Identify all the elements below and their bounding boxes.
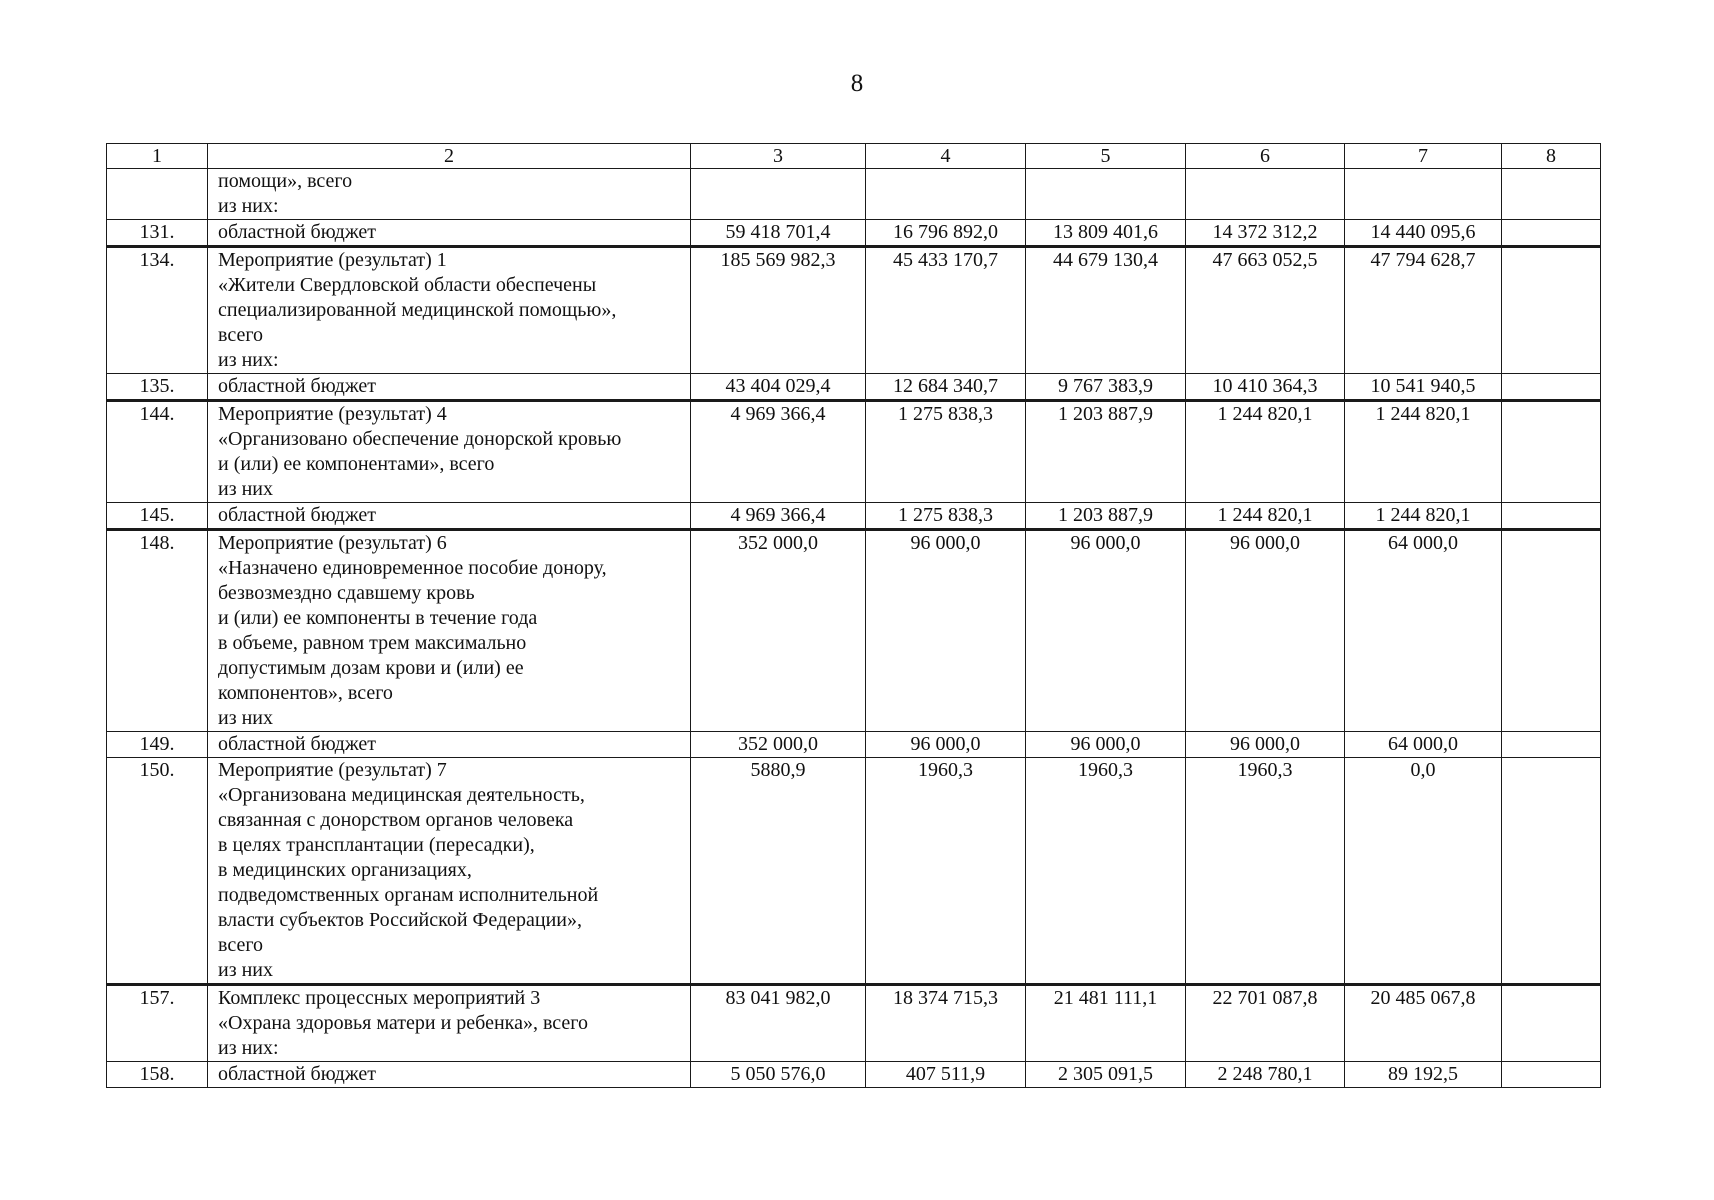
value-cell-col-6: 96 000,0 (1186, 530, 1345, 732)
value-cell-col-8 (1502, 503, 1601, 530)
row-description (208, 530, 691, 732)
value-cell-col-3: 4 969 366,4 (691, 503, 866, 530)
row-description (208, 247, 691, 374)
value-cell-col-7: 20 485 067,8 (1345, 985, 1502, 1062)
description-line: из них (218, 707, 274, 729)
column-header: 1 (107, 144, 208, 169)
value-cell-col-4: 45 433 170,7 (866, 247, 1026, 374)
description-line: и (или) ее компоненты в течение года (218, 607, 538, 629)
value-cell-col-8 (1502, 374, 1601, 401)
value-cell-col-4 (866, 169, 1026, 220)
row-description (208, 758, 691, 985)
value-cell-col-5: 96 000,0 (1026, 530, 1186, 732)
description-line: подведомственных органам исполнительной (218, 884, 599, 906)
value-cell-col-4: 1 275 838,3 (866, 401, 1026, 503)
description-line: безвозмездно сдавшему кровь (218, 582, 475, 604)
column-header: 8 (1502, 144, 1601, 169)
row-description (208, 1062, 691, 1088)
row-description (208, 401, 691, 503)
value-cell-col-3: 83 041 982,0 (691, 985, 866, 1062)
table-row (107, 530, 1601, 732)
table-row (107, 220, 1601, 247)
value-cell-col-7: 47 794 628,7 (1345, 247, 1502, 374)
value-cell-col-3: 5880,9 (691, 758, 866, 985)
description-line: «Назначено единовременное пособие донору, (218, 557, 607, 579)
column-header: 3 (691, 144, 866, 169)
table-body (107, 169, 1601, 1088)
row-number: 148. (107, 530, 208, 732)
value-cell-col-4: 1 275 838,3 (866, 503, 1026, 530)
row-number: 145. (107, 503, 208, 530)
value-cell-col-7: 64 000,0 (1345, 732, 1502, 758)
column-number-row (107, 144, 1601, 169)
row-number: 157. (107, 985, 208, 1062)
value-cell-col-7: 1 244 820,1 (1345, 401, 1502, 503)
row-description (208, 169, 691, 220)
table-row (107, 985, 1601, 1062)
value-cell-col-7: 1 244 820,1 (1345, 503, 1502, 530)
value-cell-col-6: 1960,3 (1186, 758, 1345, 985)
description-line: областной бюджет (218, 375, 377, 397)
table-row (107, 169, 1601, 220)
row-number: 135. (107, 374, 208, 401)
row-description (208, 220, 691, 247)
value-cell-col-5: 21 481 111,1 (1026, 985, 1186, 1062)
description-line: Комплекс процессных мероприятий 3 (218, 987, 541, 1009)
description-line: Мероприятие (результат) 7 (218, 759, 447, 781)
description-line: в объеме, равном трем максимально (218, 632, 527, 654)
value-cell-col-8 (1502, 1062, 1601, 1088)
description-line: Мероприятие (результат) 1 (218, 249, 447, 271)
value-cell-col-8 (1502, 985, 1601, 1062)
value-cell-col-8 (1502, 247, 1601, 374)
column-header: 6 (1186, 144, 1345, 169)
value-cell-col-6: 1 244 820,1 (1186, 401, 1345, 503)
row-description (208, 732, 691, 758)
value-cell-col-5: 9 767 383,9 (1026, 374, 1186, 401)
value-cell-col-6: 47 663 052,5 (1186, 247, 1345, 374)
value-cell-col-5 (1026, 169, 1186, 220)
value-cell-col-5: 44 679 130,4 (1026, 247, 1186, 374)
value-cell-col-6: 14 372 312,2 (1186, 220, 1345, 247)
description-line: из них (218, 959, 274, 981)
description-line: власти субъектов Российской Федерации», (218, 909, 582, 931)
row-number: 131. (107, 220, 208, 247)
row-number: 149. (107, 732, 208, 758)
column-header: 7 (1345, 144, 1502, 169)
description-line: компонентов», всего (218, 682, 393, 704)
description-line: «Жители Свердловской области обеспечены (218, 274, 597, 296)
value-cell-col-4: 96 000,0 (866, 530, 1026, 732)
value-cell-col-5: 1 203 887,9 (1026, 401, 1186, 503)
row-number: 150. (107, 758, 208, 985)
value-cell-col-5: 2 305 091,5 (1026, 1062, 1186, 1088)
description-line: областной бюджет (218, 733, 377, 755)
table-row (107, 758, 1601, 985)
value-cell-col-3: 5 050 576,0 (691, 1062, 866, 1088)
value-cell-col-5: 13 809 401,6 (1026, 220, 1186, 247)
page-number: 8 (850, 70, 864, 97)
value-cell-col-7: 89 192,5 (1345, 1062, 1502, 1088)
description-line: Мероприятие (результат) 4 (218, 403, 447, 425)
description-line: допустимым дозам крови и (или) ее (218, 657, 524, 679)
description-line: из них: (218, 349, 279, 371)
value-cell-col-4: 12 684 340,7 (866, 374, 1026, 401)
row-description (208, 503, 691, 530)
value-cell-col-3: 185 569 982,3 (691, 247, 866, 374)
description-line: Мероприятие (результат) 6 (218, 532, 447, 554)
value-cell-col-4: 18 374 715,3 (866, 985, 1026, 1062)
budget-table (106, 143, 1601, 1088)
description-line: всего (218, 934, 264, 956)
value-cell-col-4: 16 796 892,0 (866, 220, 1026, 247)
column-header: 2 (208, 144, 691, 169)
row-description (208, 374, 691, 401)
value-cell-col-7: 10 541 940,5 (1345, 374, 1502, 401)
value-cell-col-8 (1502, 732, 1601, 758)
description-line: из них (218, 478, 274, 500)
value-cell-col-8 (1502, 169, 1601, 220)
value-cell-col-3: 4 969 366,4 (691, 401, 866, 503)
description-line: из них: (218, 195, 279, 217)
value-cell-col-4: 1960,3 (866, 758, 1026, 985)
table-row (107, 503, 1601, 530)
value-cell-col-6: 10 410 364,3 (1186, 374, 1345, 401)
value-cell-col-6: 22 701 087,8 (1186, 985, 1345, 1062)
value-cell-col-3: 59 418 701,4 (691, 220, 866, 247)
value-cell-col-6: 2 248 780,1 (1186, 1062, 1345, 1088)
row-number (107, 169, 208, 220)
row-description (208, 985, 691, 1062)
value-cell-col-3: 352 000,0 (691, 732, 866, 758)
description-line: в целях трансплантации (пересадки), (218, 834, 535, 856)
column-header: 4 (866, 144, 1026, 169)
value-cell-col-3: 43 404 029,4 (691, 374, 866, 401)
value-cell-col-3: 352 000,0 (691, 530, 866, 732)
description-line: из них: (218, 1037, 279, 1059)
description-line: областной бюджет (218, 1063, 377, 1085)
description-line: помощи», всего (218, 170, 353, 192)
table-row (107, 401, 1601, 503)
value-cell-col-6: 96 000,0 (1186, 732, 1345, 758)
description-line: «Охрана здоровья матери и ребенка», всего (218, 1012, 588, 1034)
value-cell-col-4: 96 000,0 (866, 732, 1026, 758)
value-cell-col-4: 407 511,9 (866, 1062, 1026, 1088)
value-cell-col-7: 0,0 (1345, 758, 1502, 985)
value-cell-col-8 (1502, 220, 1601, 247)
description-line: специализированной медицинской помощью», (218, 299, 617, 321)
value-cell-col-6 (1186, 169, 1345, 220)
value-cell-col-7 (1345, 169, 1502, 220)
row-number: 144. (107, 401, 208, 503)
table-row (107, 374, 1601, 401)
description-line: областной бюджет (218, 221, 377, 243)
value-cell-col-7: 64 000,0 (1345, 530, 1502, 732)
description-line: и (или) ее компонентами», всего (218, 453, 495, 475)
value-cell-col-8 (1502, 758, 1601, 985)
budget-table-container (106, 143, 1600, 1088)
value-cell-col-8 (1502, 530, 1601, 732)
value-cell-col-8 (1502, 401, 1601, 503)
row-number: 134. (107, 247, 208, 374)
description-line: областной бюджет (218, 504, 377, 526)
table-row (107, 732, 1601, 758)
table-row (107, 1062, 1601, 1088)
row-number: 158. (107, 1062, 208, 1088)
value-cell-col-5: 1960,3 (1026, 758, 1186, 985)
value-cell-col-3 (691, 169, 866, 220)
description-line: «Организовано обеспечение донорской кровью (218, 428, 622, 450)
value-cell-col-5: 1 203 887,9 (1026, 503, 1186, 530)
description-line: связанная с донорством органов человека (218, 809, 574, 831)
description-line: в медицинских организациях, (218, 859, 472, 881)
description-line: всего (218, 324, 264, 346)
column-header: 5 (1026, 144, 1186, 169)
value-cell-col-5: 96 000,0 (1026, 732, 1186, 758)
description-line: «Организована медицинская деятельность, (218, 784, 585, 806)
value-cell-col-6: 1 244 820,1 (1186, 503, 1345, 530)
table-row (107, 247, 1601, 374)
value-cell-col-7: 14 440 095,6 (1345, 220, 1502, 247)
